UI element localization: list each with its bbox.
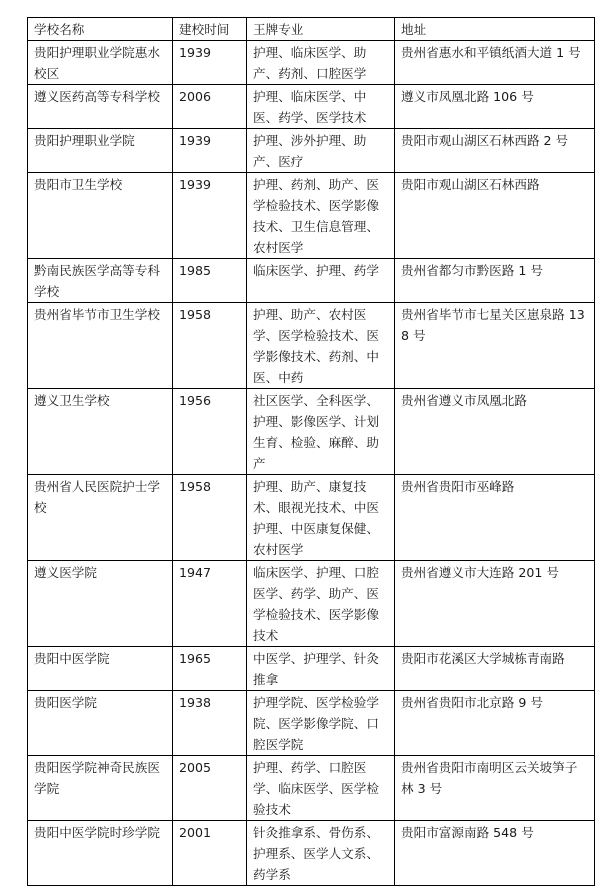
address: 贵州省惠水和平镇纸酒大道 1 号 <box>395 41 595 85</box>
table-row <box>28 561 595 647</box>
founded-year: 1939 <box>173 173 247 259</box>
table-row <box>28 173 595 259</box>
founded-year: 2006 <box>173 85 247 129</box>
school-name: 贵阳医学院 <box>28 691 173 756</box>
founded-year: 1939 <box>173 41 247 85</box>
school-name: 遵义医学院 <box>28 561 173 647</box>
schools-table <box>27 17 595 886</box>
address: 遵义市凤凰北路 106 号 <box>395 85 595 129</box>
header-row <box>28 18 595 41</box>
school-name: 贵阳护理职业学院惠水校区 <box>28 41 173 85</box>
table-row <box>28 41 595 85</box>
table-row <box>28 303 595 389</box>
founded-year: 2005 <box>173 756 247 821</box>
address: 贵阳市富源南路 548 号 <box>395 821 595 886</box>
address: 贵阳市观山湖区石林西路 <box>395 173 595 259</box>
founded-year: 1958 <box>173 303 247 389</box>
majors: 临床医学、护理、口腔医学、药学、助产、医学检验技术、医学影像技术 <box>247 561 395 647</box>
address: 贵州省都匀市黔医路 1 号 <box>395 259 595 303</box>
table-row <box>28 475 595 561</box>
founded-year: 1938 <box>173 691 247 756</box>
majors: 针灸推拿系、骨伤系、护理系、医学人文系、药学系 <box>247 821 395 886</box>
majors: 护理、涉外护理、助产、医疗 <box>247 129 395 173</box>
table-row <box>28 129 595 173</box>
table-row <box>28 389 595 475</box>
majors: 中医学、护理学、针灸推拿 <box>247 647 395 691</box>
majors: 护理、临床医学、助产、药剂、口腔医学 <box>247 41 395 85</box>
founded-year: 2001 <box>173 821 247 886</box>
majors: 临床医学、护理、药学 <box>247 259 395 303</box>
school-name: 遵义卫生学校 <box>28 389 173 475</box>
table-row <box>28 259 595 303</box>
table-row <box>28 821 595 886</box>
address: 贵州省贵阳市北京路 9 号 <box>395 691 595 756</box>
header-founded-year: 建校时间 <box>173 18 247 41</box>
majors: 护理、药学、口腔医学、临床医学、医学检验技术 <box>247 756 395 821</box>
majors: 护理、药剂、助产、医学检验技术、医学影像技术、卫生信息管理、农村医学 <box>247 173 395 259</box>
founded-year: 1958 <box>173 475 247 561</box>
address: 贵阳市花溪区大学城栋青南路 <box>395 647 595 691</box>
school-name: 贵州省人民医院护士学校 <box>28 475 173 561</box>
address: 贵阳市观山湖区石林西路 2 号 <box>395 129 595 173</box>
school-name: 贵阳医学院神奇民族医学院 <box>28 756 173 821</box>
table-row <box>28 647 595 691</box>
address: 贵州省遵义市凤凰北路 <box>395 389 595 475</box>
founded-year: 1939 <box>173 129 247 173</box>
founded-year: 1947 <box>173 561 247 647</box>
founded-year: 1985 <box>173 259 247 303</box>
school-name: 贵阳中医学院 <box>28 647 173 691</box>
table-row <box>28 756 595 821</box>
school-name: 贵州省毕节市卫生学校 <box>28 303 173 389</box>
school-name: 贵阳护理职业学院 <box>28 129 173 173</box>
address: 贵州省毕节市七星关区崽泉路 138 号 <box>395 303 595 389</box>
founded-year: 1965 <box>173 647 247 691</box>
table-row <box>28 85 595 129</box>
school-name: 贵阳中医学院时珍学院 <box>28 821 173 886</box>
header-address: 地址 <box>395 18 595 41</box>
header-school-name: 学校名称 <box>28 18 173 41</box>
address: 贵州省贵阳市巫峰路 <box>395 475 595 561</box>
majors: 护理学院、医学检验学院、医学影像学院、口腔医学院 <box>247 691 395 756</box>
school-name: 贵阳市卫生学校 <box>28 173 173 259</box>
majors: 护理、临床医学、中医、药学、医学技术 <box>247 85 395 129</box>
majors: 护理、助产、农村医学、医学检验技术、医学影像技术、药剂、中医、中药 <box>247 303 395 389</box>
school-name: 黔南民族医学高等专科学校 <box>28 259 173 303</box>
table-row <box>28 691 595 756</box>
founded-year: 1956 <box>173 389 247 475</box>
school-name: 遵义医药高等专科学校 <box>28 85 173 129</box>
address: 贵州省贵阳市南明区云关坡笋子林 3 号 <box>395 756 595 821</box>
address: 贵州省遵义市大连路 201 号 <box>395 561 595 647</box>
majors: 社区医学、全科医学、护理、影像医学、计划生育、检验、麻醉、助产 <box>247 389 395 475</box>
header-majors: 王牌专业 <box>247 18 395 41</box>
majors: 护理、助产、康复技术、眼视光技术、中医护理、中医康复保健、农村医学 <box>247 475 395 561</box>
